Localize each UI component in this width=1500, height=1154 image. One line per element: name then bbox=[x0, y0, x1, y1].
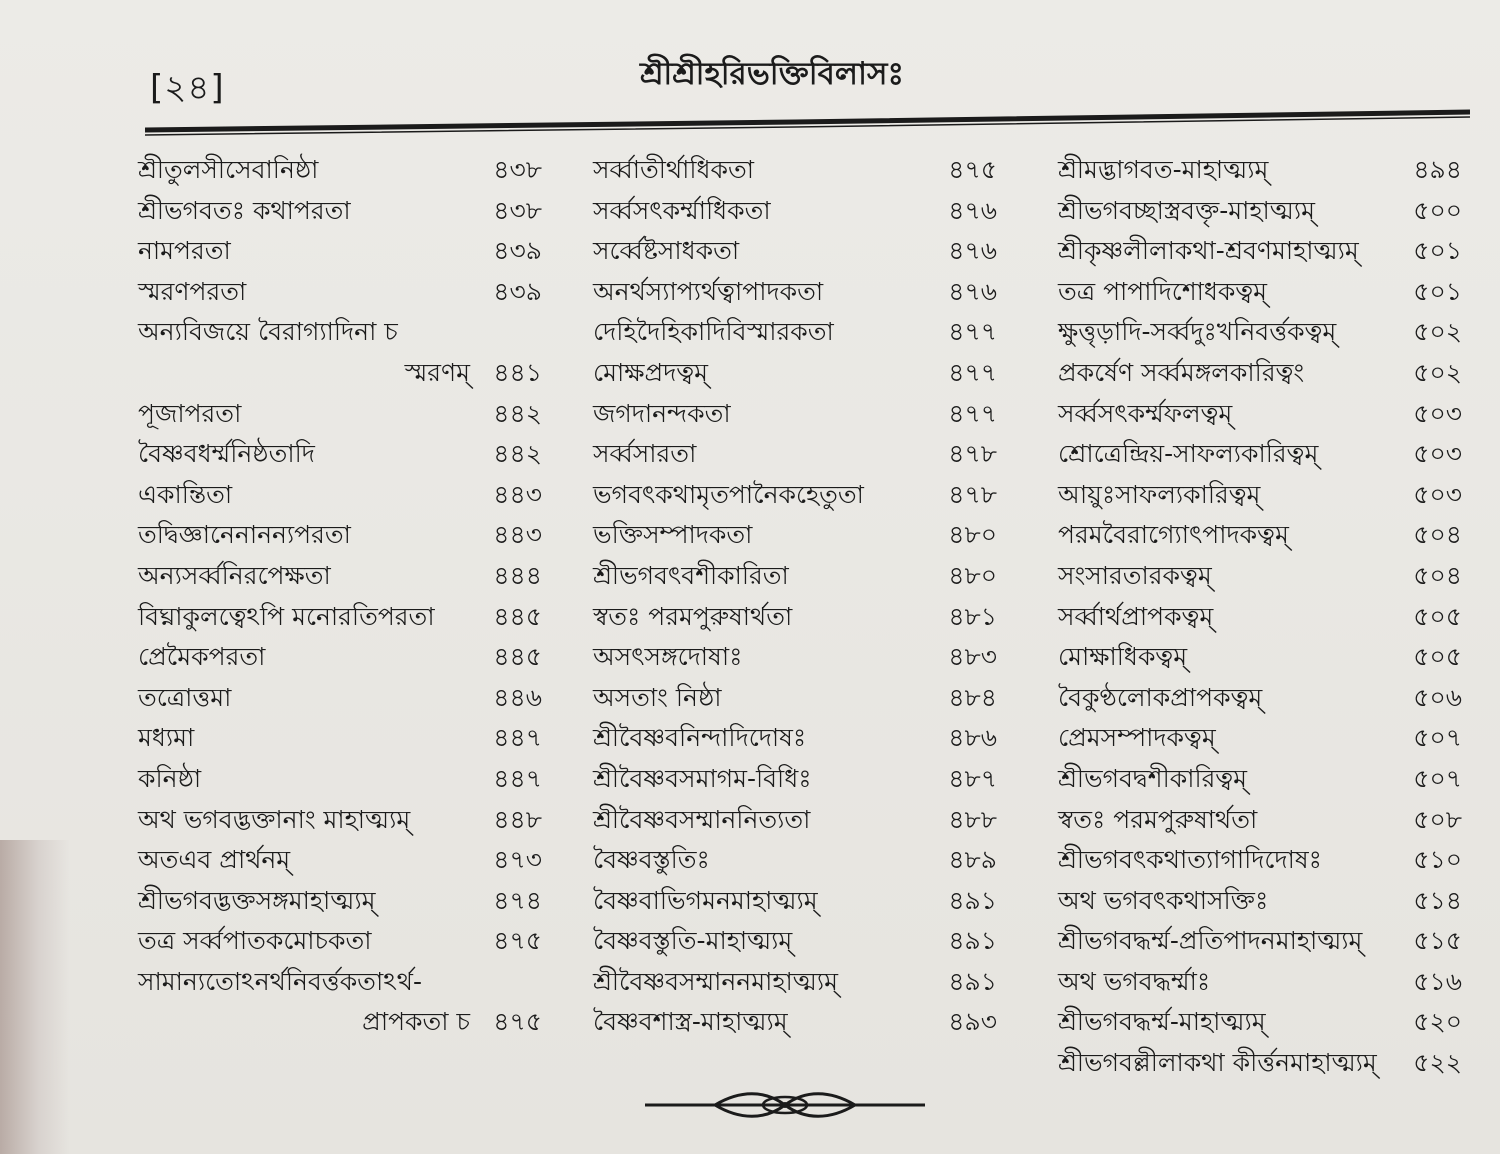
toc-entry-label: পূজাপরতা bbox=[138, 398, 242, 428]
toc-entry-label: শ্রীকৃষ্ণলীলাকথা-শ্রবণমাহাত্ম্যম্ bbox=[1058, 236, 1359, 266]
toc-entry-label: তদ্বিজ্ঞানেনানন্যপরতা bbox=[138, 520, 351, 550]
toc-entry-page: ৪৪১ bbox=[493, 357, 542, 387]
toc-entry-label: স্মরণম্ bbox=[404, 357, 470, 387]
toc-entry-label: শ্রীবৈষ্ণবসম্মাননিত্যতা bbox=[593, 804, 811, 834]
toc-entry bbox=[1040, 434, 1470, 475]
toc-entry-page: ৪৩৮ bbox=[493, 195, 542, 225]
toc-entry-label: বৈষ্ণবস্তুতি-মাহাত্ম্যম্ bbox=[593, 926, 793, 956]
toc-entry bbox=[120, 394, 550, 435]
toc-entry bbox=[575, 921, 1005, 962]
toc-entry bbox=[575, 272, 1005, 313]
toc-entry-page: ৪৯১ bbox=[948, 966, 997, 996]
toc-entry-label: স্মরণপরতা bbox=[138, 276, 247, 306]
toc-entry-page: ৫০৮ bbox=[1413, 804, 1462, 834]
toc-entry-label: শ্রীভগবল্লীলাকথা কীর্ত্তনমাহাত্ম্যম্ bbox=[1058, 1048, 1377, 1078]
toc-entry-page: ৪৭৭ bbox=[948, 357, 997, 387]
header-rule bbox=[145, 108, 1470, 138]
toc-entry-label: স্বতঃ পরমপুরুষার্থতা bbox=[1058, 804, 1258, 834]
toc-entry bbox=[120, 718, 550, 759]
toc-entry-label: শ্রীভগবৎকথাত্যাগাদিদোষঃ bbox=[1058, 845, 1322, 875]
toc-entry-label: নামপরতা bbox=[138, 236, 231, 266]
toc-entry-label: তত্রোত্তমা bbox=[138, 682, 232, 712]
toc-entry-page: ৫০৩ bbox=[1413, 439, 1462, 469]
page-number: [২৪] bbox=[150, 68, 225, 108]
toc-entry-page: ৪৯৩ bbox=[948, 1007, 997, 1037]
toc-entry bbox=[120, 637, 550, 678]
toc-entry-label: তত্র সর্ব্বপাতকমোচকতা bbox=[138, 926, 372, 956]
contents-column-1 bbox=[120, 150, 550, 1043]
toc-entry-page: ৪৮১ bbox=[948, 601, 997, 631]
toc-entry-page: ৫০০ bbox=[1413, 195, 1462, 225]
toc-entry bbox=[120, 191, 550, 232]
toc-entry-page: ৪৩৯ bbox=[493, 276, 542, 306]
toc-entry-page: ৪৮৪ bbox=[948, 682, 997, 712]
toc-entry bbox=[1040, 312, 1470, 353]
toc-entry-label: বৈষ্ণবস্তুতিঃ bbox=[593, 845, 710, 875]
toc-entry bbox=[120, 150, 550, 191]
toc-entry bbox=[575, 718, 1005, 759]
toc-entry-page: ৫১৬ bbox=[1413, 966, 1462, 996]
toc-entry-label: অন্যসর্ব্বনিরপেক্ষতা bbox=[138, 560, 331, 590]
toc-entry-label: শ্রীভগবৎবশীকারিতা bbox=[593, 560, 789, 590]
toc-entry-page: ৫০৫ bbox=[1413, 642, 1462, 672]
toc-entry bbox=[120, 678, 550, 719]
toc-entry bbox=[1040, 678, 1470, 719]
toc-entry-page: ৪৪২ bbox=[493, 398, 542, 428]
toc-entry-label: শ্রীবৈষ্ণবনিন্দাদিদোষঃ bbox=[593, 723, 807, 753]
toc-entry bbox=[1040, 759, 1470, 800]
toc-entry-label: সর্ব্বেষ্টসাধকতা bbox=[593, 236, 740, 266]
toc-entry-label: শ্রীভগবতঃ কথাপরতা bbox=[138, 195, 351, 225]
toc-entry bbox=[575, 556, 1005, 597]
toc-entry-page: ৪৪৩ bbox=[493, 520, 542, 550]
toc-entry-label: অথ ভগবদ্ধর্ম্মাঃ bbox=[1058, 966, 1211, 996]
toc-entry-label: সামান্যতোঽনর্থনিবর্ত্তকতাঽর্থ- bbox=[138, 966, 422, 996]
toc-entry bbox=[1040, 921, 1470, 962]
toc-entry-page: ৪৭৪ bbox=[493, 885, 542, 915]
contents-column-3 bbox=[1040, 150, 1470, 1084]
toc-entry-page: ৫২০ bbox=[1413, 1007, 1462, 1037]
toc-entry bbox=[1040, 272, 1470, 313]
toc-entry-label: একান্তিতা bbox=[138, 479, 233, 509]
toc-entry-label: পরমবৈরাগ্যোৎপাদকত্বম্ bbox=[1058, 520, 1289, 550]
toc-entry bbox=[120, 800, 550, 841]
toc-entry-page: ৫০২ bbox=[1413, 317, 1462, 347]
toc-entry-page: ৪৭৮ bbox=[948, 439, 997, 469]
toc-entry-page: ৪৪৮ bbox=[493, 804, 542, 834]
toc-entry-label: সর্ব্বসারতা bbox=[593, 439, 697, 469]
toc-entry-label: শ্রীভগবদ্ধর্ম্ম-মাহাত্ম্যম্ bbox=[1058, 1007, 1266, 1037]
toc-entry-page: ৫০৪ bbox=[1413, 520, 1462, 550]
toc-entry bbox=[575, 840, 1005, 881]
page-title: শ্রীশ্রীহরিভক্তিবিলাসঃ bbox=[640, 56, 905, 92]
toc-entry bbox=[575, 394, 1005, 435]
toc-entry bbox=[1040, 475, 1470, 516]
toc-entry-page: ৪৮০ bbox=[948, 560, 997, 590]
toc-entry-page: ৪৭৫ bbox=[493, 926, 542, 956]
toc-entry-page: ৪৭৬ bbox=[948, 236, 997, 266]
toc-entry-page: ৪৪৬ bbox=[493, 682, 542, 712]
toc-entry-page: ৪৪৫ bbox=[493, 601, 542, 631]
toc-entry-page: ৪৯১ bbox=[948, 885, 997, 915]
toc-entry-label: অন্যবিজয়ে বৈরাগ্যাদিনা চ bbox=[138, 317, 398, 347]
toc-entry bbox=[120, 515, 550, 556]
toc-entry-page: ৪৪৭ bbox=[493, 763, 542, 793]
toc-entry bbox=[1040, 394, 1470, 435]
toc-entry-label: তত্র পাপাদিশোধকত্বম্ bbox=[1058, 276, 1268, 306]
toc-entry-label: প্রেমৈকপরতা bbox=[138, 642, 266, 672]
ornament-divider bbox=[645, 1088, 925, 1122]
toc-entry-label: মোক্ষাধিকত্বম্ bbox=[1058, 642, 1188, 672]
toc-entry bbox=[1040, 597, 1470, 638]
toc-entry bbox=[120, 597, 550, 638]
toc-entry bbox=[575, 597, 1005, 638]
toc-entry-page: ৫০৬ bbox=[1413, 682, 1462, 712]
toc-entry-page: ৪৮৯ bbox=[948, 845, 997, 875]
toc-entry-page: ৪৮৬ bbox=[948, 723, 997, 753]
toc-entry-page: ৪৪২ bbox=[493, 439, 542, 469]
toc-entry-page: ৪৭৬ bbox=[948, 276, 997, 306]
toc-entry-page: ৫০৭ bbox=[1413, 723, 1462, 753]
toc-entry-label: বৈকুণ্ঠলোকপ্রাপকত্বম্ bbox=[1058, 682, 1263, 712]
toc-entry bbox=[575, 1002, 1005, 1043]
toc-entry bbox=[575, 962, 1005, 1003]
toc-entry bbox=[1040, 353, 1470, 394]
toc-entry-page: ৪৮৩ bbox=[948, 642, 997, 672]
toc-entry bbox=[120, 962, 550, 1003]
toc-entry-label: আয়ুঃসাফল্যকারিত্বম্ bbox=[1058, 479, 1261, 509]
toc-entry-page: ৪৭৩ bbox=[493, 845, 542, 875]
toc-entry-label: বৈষ্ণবধর্ম্মনিষ্ঠতাদি bbox=[138, 439, 315, 469]
toc-entry-page: ৫১৫ bbox=[1413, 926, 1462, 956]
toc-entry-label: শ্রীভগবদ্ধর্ম্ম-প্রতিপাদনমাহাত্ম্যম্ bbox=[1058, 926, 1363, 956]
toc-entry bbox=[575, 434, 1005, 475]
toc-entry-label: শ্রীবৈষ্ণবসম্মাননমাহাত্ম্যম্ bbox=[593, 966, 838, 996]
toc-entry bbox=[1040, 556, 1470, 597]
toc-entry bbox=[120, 759, 550, 800]
toc-entry-label: দেহিদৈহিকাদিবিস্মারকতা bbox=[593, 317, 834, 347]
toc-entry-label: শ্রীভগবদ্ভক্তসঙ্গমাহাত্ম্যম্ bbox=[138, 885, 376, 915]
toc-entry bbox=[1040, 515, 1470, 556]
page-edge-shadow bbox=[0, 840, 70, 1154]
toc-entry-label: ভগবৎকথামৃতপানৈকহেতুতা bbox=[593, 479, 864, 509]
toc-entry bbox=[575, 312, 1005, 353]
toc-entry-page: ৫১০ bbox=[1413, 845, 1462, 875]
toc-entry-page: ৪৯১ bbox=[948, 926, 997, 956]
toc-entry-page: ৪৭৭ bbox=[948, 398, 997, 428]
toc-entry-label: অথ ভগবৎকথাসক্তিঃ bbox=[1058, 885, 1269, 915]
toc-entry bbox=[1040, 231, 1470, 272]
toc-entry-label: বৈষ্ণবশাস্ত্র-মাহাত্ম্যম্ bbox=[593, 1007, 788, 1037]
toc-entry-page: ৪৯৪ bbox=[1413, 155, 1462, 184]
toc-entry-label: বিঘ্নাকুলত্বেঽপি মনোরতিপরতা bbox=[138, 601, 435, 631]
toc-entry-page: ৫০৫ bbox=[1413, 601, 1462, 631]
toc-entry bbox=[120, 1002, 550, 1043]
toc-entry bbox=[120, 475, 550, 516]
toc-entry-label: শ্রীবৈষ্ণবসমাগম-বিধিঃ bbox=[593, 763, 812, 793]
toc-entry-label: কনিষ্ঠা bbox=[138, 763, 202, 793]
toc-entry bbox=[120, 353, 550, 394]
toc-entry bbox=[575, 800, 1005, 841]
toc-entry-label: অনর্থস্যাপ্যর্থত্বাপাদকতা bbox=[593, 276, 824, 306]
toc-entry bbox=[120, 272, 550, 313]
toc-entry-page: ৪৪৭ bbox=[493, 723, 542, 753]
toc-entry-label: জগদানন্দকতা bbox=[593, 398, 731, 428]
toc-entry-page: ৫১৪ bbox=[1413, 885, 1462, 915]
toc-entry bbox=[120, 881, 550, 922]
toc-entry-page: ৫০২ bbox=[1413, 357, 1462, 387]
toc-entry-page: ৪৩৯ bbox=[493, 236, 542, 266]
contents-column-2 bbox=[575, 150, 1005, 1043]
toc-entry-label: সর্ব্বাতীর্থাধিকতা bbox=[593, 155, 755, 184]
toc-entry-label: বৈষ্ণবাভিগমনমাহাত্ম্যম্ bbox=[593, 885, 818, 915]
toc-entry-label: সর্ব্বার্থপ্রাপকত্বম্ bbox=[1058, 601, 1214, 631]
toc-entry-page: ৪৭৮ bbox=[948, 479, 997, 509]
toc-entry bbox=[1040, 1043, 1470, 1084]
toc-entry-label: শ্রীভগবদ্বশীকারিত্বম্ bbox=[1058, 763, 1248, 793]
toc-entry bbox=[1040, 637, 1470, 678]
toc-entry bbox=[1040, 150, 1470, 191]
toc-entry-page: ৪৭৫ bbox=[493, 1007, 542, 1037]
toc-entry-page: ৪৮০ bbox=[948, 520, 997, 550]
toc-entry-page: ৫২২ bbox=[1413, 1048, 1462, 1078]
toc-entry-page: ৪৭৬ bbox=[948, 195, 997, 225]
toc-entry bbox=[575, 881, 1005, 922]
toc-entry-label: সর্ব্বসৎকর্ম্মাধিকতা bbox=[593, 195, 771, 225]
toc-entry-page: ৪৮৭ bbox=[948, 763, 997, 793]
toc-entry-label: মোক্ষপ্রদত্বম্ bbox=[593, 357, 708, 387]
toc-entry bbox=[575, 475, 1005, 516]
toc-entry bbox=[1040, 962, 1470, 1003]
toc-entry bbox=[120, 231, 550, 272]
toc-entry bbox=[120, 840, 550, 881]
toc-entry-page: ৪৪৫ bbox=[493, 642, 542, 672]
toc-entry-page: ৫০১ bbox=[1413, 236, 1462, 266]
toc-entry bbox=[1040, 881, 1470, 922]
toc-entry-label: অসতাং নিষ্ঠা bbox=[593, 682, 722, 712]
toc-entry-page: ৪৮৮ bbox=[948, 804, 997, 834]
toc-entry-page: ৫০৭ bbox=[1413, 763, 1462, 793]
toc-entry-label: শ্রীতুলসীসেবানিষ্ঠা bbox=[138, 155, 319, 184]
toc-entry-label: ভক্তিসম্পাদকতা bbox=[593, 520, 753, 550]
toc-entry bbox=[120, 434, 550, 475]
toc-entry bbox=[575, 515, 1005, 556]
toc-entry bbox=[120, 921, 550, 962]
toc-entry-page: ৪৭৭ bbox=[948, 317, 997, 347]
toc-entry bbox=[575, 150, 1005, 191]
toc-entry bbox=[575, 637, 1005, 678]
toc-entry-label: সর্ব্বসৎকর্ম্মফলত্বম্ bbox=[1058, 398, 1233, 428]
toc-entry-label: ক্ষুত্তৃড়াদি-সর্ব্বদুঃখনিবর্ত্তকত্বম্ bbox=[1058, 317, 1337, 347]
toc-entry-label: শ্রোত্রেন্দ্রিয়-সাফল্যকারিত্বম্ bbox=[1058, 439, 1319, 469]
toc-entry bbox=[575, 759, 1005, 800]
toc-entry bbox=[575, 353, 1005, 394]
toc-entry bbox=[1040, 718, 1470, 759]
toc-entry bbox=[575, 231, 1005, 272]
toc-entry-label: প্রকর্ষেণ সর্ব্বমঙ্গলকারিত্বং bbox=[1058, 357, 1305, 387]
toc-entry bbox=[575, 678, 1005, 719]
toc-entry-label: স্বতঃ পরমপুরুষার্থতা bbox=[593, 601, 793, 631]
toc-entry-label: অতএব প্রার্থনম্ bbox=[138, 845, 291, 875]
toc-entry-label: মধ্যমা bbox=[138, 723, 195, 753]
toc-entry-page: ৪৭৫ bbox=[948, 155, 997, 184]
toc-entry-page: ৫০৩ bbox=[1413, 479, 1462, 509]
toc-entry-label: অসৎসঙ্গদোষাঃ bbox=[593, 642, 743, 672]
toc-entry-page: ৪৪৪ bbox=[493, 560, 542, 590]
toc-entry bbox=[120, 556, 550, 597]
toc-entry bbox=[1040, 191, 1470, 232]
toc-entry-label: প্রাপকতা চ bbox=[362, 1007, 470, 1037]
toc-entry-page: ৫০৩ bbox=[1413, 398, 1462, 428]
toc-entry bbox=[1040, 1002, 1470, 1043]
toc-entry-page: ৪৩৮ bbox=[493, 155, 542, 184]
toc-entry bbox=[1040, 800, 1470, 841]
toc-entry-label: শ্রীভগবচ্ছাস্ত্রবক্তৃ-মাহাত্ম্যম্ bbox=[1058, 195, 1316, 225]
toc-entry-page: ৫০৪ bbox=[1413, 560, 1462, 590]
toc-entry-page: ৪৪৩ bbox=[493, 479, 542, 509]
toc-entry bbox=[120, 312, 550, 353]
toc-entry bbox=[575, 191, 1005, 232]
toc-entry-page: ৫০১ bbox=[1413, 276, 1462, 306]
toc-entry bbox=[1040, 840, 1470, 881]
toc-entry-label: শ্রীমদ্ভাগবত-মাহাত্ম্যম্ bbox=[1058, 155, 1269, 184]
toc-entry-label: সংসারতারকত্বম্ bbox=[1058, 560, 1212, 590]
toc-entry-label: অথ ভগবদ্ভক্তানাং মাহাত্ম্যম্ bbox=[138, 804, 411, 834]
toc-entry-label: প্রেমসম্পাদকত্বম্ bbox=[1058, 723, 1216, 753]
